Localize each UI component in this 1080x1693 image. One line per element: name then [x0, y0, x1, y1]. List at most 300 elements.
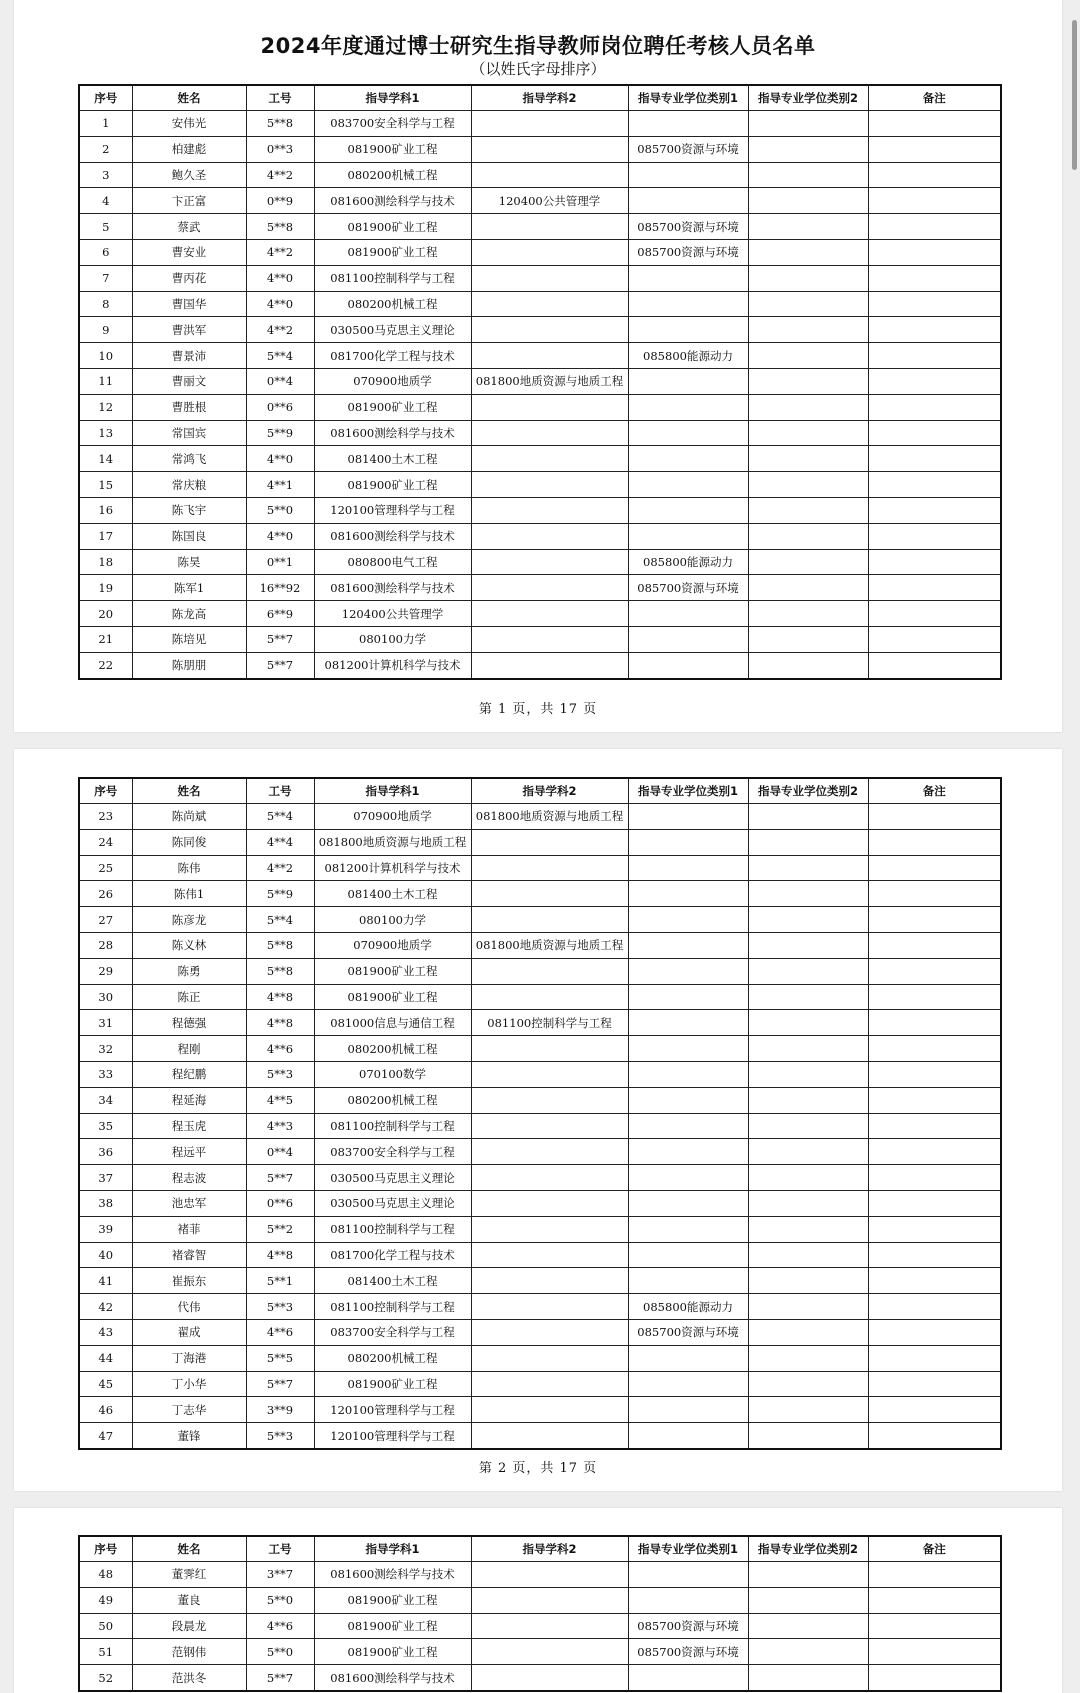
cell-col-degree-category-1: [628, 855, 748, 881]
cell-col-degree-category-1: 085700资源与环境: [628, 136, 748, 162]
cell-col-degree-category-1: 085800能源动力: [628, 1294, 748, 1320]
cell-col-staff-id: 4**0: [246, 523, 314, 549]
cell-col-discipline-2: [471, 984, 628, 1010]
cell-col-degree-category-2: [748, 626, 868, 652]
cell-col-discipline-1: 081700化学工程与技术: [314, 343, 471, 369]
cell-col-degree-category-1: [628, 1665, 748, 1691]
table-row: [79, 601, 1001, 627]
cell-col-remarks: [868, 1061, 1001, 1087]
cell-col-index: 28: [79, 932, 132, 958]
table-row: [79, 881, 1001, 907]
cell-col-staff-id: 5**0: [246, 1587, 314, 1613]
cell-col-index: 8: [79, 291, 132, 317]
cell-col-remarks: [868, 1423, 1001, 1449]
cell-col-discipline-2: [471, 472, 628, 498]
cell-col-name: 柏建彪: [132, 136, 246, 162]
cell-col-discipline-1: 081600测绘科学与技术: [314, 523, 471, 549]
table-row: [79, 188, 1001, 214]
cell-col-discipline-1: 120100管理科学与工程: [314, 497, 471, 523]
cell-col-discipline-2: [471, 1036, 628, 1062]
scrollbar-thumb[interactable]: [1072, 20, 1077, 170]
cell-col-degree-category-1: [628, 829, 748, 855]
cell-col-discipline-2: [471, 1139, 628, 1165]
cell-col-discipline-1: 081900矿业工程: [314, 239, 471, 265]
table-row: [79, 265, 1001, 291]
cell-col-index: 37: [79, 1165, 132, 1191]
cell-col-name: 段晨龙: [132, 1613, 246, 1639]
cell-col-discipline-1: 080200机械工程: [314, 1036, 471, 1062]
table-row: [79, 1036, 1001, 1062]
table-row: [79, 1087, 1001, 1113]
cell-col-discipline-1: 081100控制科学与工程: [314, 1216, 471, 1242]
table-row: [79, 497, 1001, 523]
table-row: [79, 932, 1001, 958]
cell-col-remarks: [868, 162, 1001, 188]
cell-col-name: 陈龙高: [132, 601, 246, 627]
cell-col-degree-category-1: [628, 1216, 748, 1242]
cell-col-degree-category-2: [748, 1061, 868, 1087]
table-row: [79, 111, 1001, 137]
cell-col-degree-category-2: [748, 1613, 868, 1639]
cell-col-staff-id: 4**8: [246, 1242, 314, 1268]
cell-col-name: 崔振东: [132, 1268, 246, 1294]
cell-col-index: 29: [79, 958, 132, 984]
cell-col-index: 11: [79, 368, 132, 394]
cell-col-discipline-2: [471, 1113, 628, 1139]
cell-col-discipline-1: 083700安全科学与工程: [314, 1139, 471, 1165]
cell-col-discipline-2: [471, 1562, 628, 1588]
header-col-degree-category-2: 指导专业学位类别2: [748, 778, 868, 804]
cell-col-discipline-2: [471, 265, 628, 291]
table-row: [79, 1371, 1001, 1397]
cell-col-index: 47: [79, 1423, 132, 1449]
cell-col-name: 丁小华: [132, 1371, 246, 1397]
table-row: [79, 575, 1001, 601]
cell-col-discipline-1: 081200计算机科学与技术: [314, 855, 471, 881]
header-col-degree-category-1: 指导专业学位类别1: [628, 85, 748, 111]
cell-col-index: 22: [79, 652, 132, 678]
cell-col-degree-category-2: [748, 652, 868, 678]
cell-col-discipline-1: 081900矿业工程: [314, 984, 471, 1010]
cell-col-remarks: [868, 420, 1001, 446]
cell-col-index: 25: [79, 855, 132, 881]
cell-col-staff-id: 0**3: [246, 136, 314, 162]
cell-col-discipline-1: 070100数学: [314, 1061, 471, 1087]
cell-col-discipline-2: [471, 1294, 628, 1320]
table-row: [79, 984, 1001, 1010]
document-page-3: [14, 1508, 1062, 1693]
cell-col-index: 45: [79, 1371, 132, 1397]
cell-col-degree-category-1: 085700资源与环境: [628, 1319, 748, 1345]
cell-col-degree-category-1: 085700资源与环境: [628, 575, 748, 601]
cell-col-name: 陈伟: [132, 855, 246, 881]
cell-col-discipline-2: [471, 958, 628, 984]
header-col-name: 姓名: [132, 85, 246, 111]
cell-col-discipline-1: 120400公共管理学: [314, 601, 471, 627]
cell-col-index: 39: [79, 1216, 132, 1242]
cell-col-name: 曹安业: [132, 239, 246, 265]
cell-col-remarks: [868, 497, 1001, 523]
cell-col-index: 36: [79, 1139, 132, 1165]
cell-col-degree-category-1: [628, 317, 748, 343]
header-col-staff-id: 工号: [246, 85, 314, 111]
cell-col-degree-category-1: [628, 188, 748, 214]
cell-col-discipline-1: 081100控制科学与工程: [314, 1113, 471, 1139]
table-row: [79, 162, 1001, 188]
cell-col-degree-category-2: [748, 291, 868, 317]
cell-col-discipline-2: [471, 575, 628, 601]
cell-col-discipline-1: 070900地质学: [314, 932, 471, 958]
cell-col-discipline-2: [471, 1190, 628, 1216]
cell-col-remarks: [868, 188, 1001, 214]
cell-col-discipline-2: [471, 1423, 628, 1449]
table-row: [79, 1613, 1001, 1639]
cell-col-discipline-2: [471, 523, 628, 549]
cell-col-degree-category-2: [748, 188, 868, 214]
cell-col-staff-id: 6**9: [246, 601, 314, 627]
cell-col-degree-category-1: 085700资源与环境: [628, 239, 748, 265]
cell-col-degree-category-2: [748, 1010, 868, 1036]
table-row: [79, 1242, 1001, 1268]
cell-col-degree-category-2: [748, 1139, 868, 1165]
cell-col-index: 40: [79, 1242, 132, 1268]
table-row: [79, 958, 1001, 984]
cell-col-name: 陈同俊: [132, 829, 246, 855]
cell-col-remarks: [868, 214, 1001, 240]
table-row: [79, 523, 1001, 549]
cell-col-index: 7: [79, 265, 132, 291]
cell-col-name: 程纪鹏: [132, 1061, 246, 1087]
cell-col-discipline-2: [471, 394, 628, 420]
cell-col-discipline-1: 081100控制科学与工程: [314, 1294, 471, 1320]
cell-col-discipline-1: 081600测绘科学与技术: [314, 188, 471, 214]
cell-col-name: 陈正: [132, 984, 246, 1010]
cell-col-discipline-1: 080200机械工程: [314, 162, 471, 188]
cell-col-name: 陈培见: [132, 626, 246, 652]
table-row: [79, 626, 1001, 652]
cell-col-remarks: [868, 881, 1001, 907]
cell-col-remarks: [868, 549, 1001, 575]
cell-col-degree-category-2: [748, 1371, 868, 1397]
table-row: [79, 1639, 1001, 1665]
cell-col-degree-category-2: [748, 472, 868, 498]
cell-col-name: 陈朋朋: [132, 652, 246, 678]
cell-col-index: 2: [79, 136, 132, 162]
cell-col-discipline-2: [471, 1216, 628, 1242]
cell-col-staff-id: 5**3: [246, 1423, 314, 1449]
cell-col-discipline-2: [471, 239, 628, 265]
cell-col-discipline-2: [471, 317, 628, 343]
cell-col-discipline-1: 070900地质学: [314, 368, 471, 394]
cell-col-remarks: [868, 343, 1001, 369]
cell-col-index: 46: [79, 1397, 132, 1423]
cell-col-index: 5: [79, 214, 132, 240]
cell-col-remarks: [868, 239, 1001, 265]
cell-col-name: 卞正富: [132, 188, 246, 214]
table-row: [79, 446, 1001, 472]
cell-col-remarks: [868, 1294, 1001, 1320]
cell-col-degree-category-2: [748, 446, 868, 472]
cell-col-degree-category-2: [748, 1087, 868, 1113]
cell-col-remarks: [868, 136, 1001, 162]
table-row: [79, 472, 1001, 498]
cell-col-name: 范洪冬: [132, 1665, 246, 1691]
cell-col-degree-category-1: [628, 1587, 748, 1613]
cell-col-remarks: [868, 265, 1001, 291]
cell-col-degree-category-1: [628, 1562, 748, 1588]
cell-col-discipline-2: [471, 1087, 628, 1113]
cell-col-discipline-2: [471, 446, 628, 472]
cell-col-index: 24: [79, 829, 132, 855]
cell-col-discipline-1: 081900矿业工程: [314, 214, 471, 240]
cell-col-staff-id: 0**6: [246, 394, 314, 420]
cell-col-index: 17: [79, 523, 132, 549]
cell-col-name: 程远平: [132, 1139, 246, 1165]
table-row: [79, 1319, 1001, 1345]
cell-col-name: 鲍久圣: [132, 162, 246, 188]
cell-col-degree-category-2: [748, 111, 868, 137]
cell-col-degree-category-1: 085700资源与环境: [628, 1613, 748, 1639]
cell-col-remarks: [868, 1345, 1001, 1371]
cell-col-remarks: [868, 1087, 1001, 1113]
cell-col-name: 褚菲: [132, 1216, 246, 1242]
cell-col-name: 陈军1: [132, 575, 246, 601]
cell-col-index: 3: [79, 162, 132, 188]
cell-col-degree-category-2: [748, 368, 868, 394]
cell-col-remarks: [868, 317, 1001, 343]
cell-col-index: 42: [79, 1294, 132, 1320]
cell-col-degree-category-1: [628, 1113, 748, 1139]
cell-col-discipline-1: 081700化学工程与技术: [314, 1242, 471, 1268]
document-subtitle: （以姓氏字母排序）: [470, 60, 606, 78]
cell-col-discipline-1: 081600测绘科学与技术: [314, 1562, 471, 1588]
cell-col-index: 35: [79, 1113, 132, 1139]
table-row: [79, 1190, 1001, 1216]
cell-col-remarks: [868, 1613, 1001, 1639]
cell-col-discipline-2: 081800地质资源与地质工程: [471, 804, 628, 830]
cell-col-degree-category-2: [748, 1562, 868, 1588]
table-row: [79, 1397, 1001, 1423]
cell-col-degree-category-1: [628, 652, 748, 678]
cell-col-degree-category-1: [628, 1087, 748, 1113]
cell-col-degree-category-2: [748, 804, 868, 830]
cell-col-name: 董锋: [132, 1423, 246, 1449]
cell-col-name: 常鸿飞: [132, 446, 246, 472]
cell-col-degree-category-2: [748, 907, 868, 933]
cell-col-staff-id: 5**9: [246, 881, 314, 907]
page-footer: 第 2 页，共 17 页: [478, 1461, 598, 1476]
cell-col-remarks: [868, 1010, 1001, 1036]
cell-col-remarks: [868, 601, 1001, 627]
cell-col-remarks: [868, 1587, 1001, 1613]
cell-col-degree-category-2: [748, 1423, 868, 1449]
cell-col-index: 49: [79, 1587, 132, 1613]
cell-col-index: 18: [79, 549, 132, 575]
cell-col-degree-category-2: [748, 1216, 868, 1242]
cell-col-degree-category-1: [628, 1345, 748, 1371]
table-row: [79, 804, 1001, 830]
cell-col-degree-category-1: [628, 601, 748, 627]
cell-col-name: 程志波: [132, 1165, 246, 1191]
table-row: [79, 1139, 1001, 1165]
cell-col-discipline-1: 080100力学: [314, 907, 471, 933]
cell-col-discipline-2: [471, 1587, 628, 1613]
cell-col-degree-category-2: [748, 1190, 868, 1216]
cell-col-degree-category-1: [628, 394, 748, 420]
table-row: [79, 291, 1001, 317]
table-row: [79, 136, 1001, 162]
cell-col-degree-category-1: [628, 420, 748, 446]
cell-col-name: 常庆粮: [132, 472, 246, 498]
table-row: [79, 1165, 1001, 1191]
cell-col-degree-category-2: [748, 829, 868, 855]
cell-col-staff-id: 0**1: [246, 549, 314, 575]
cell-col-discipline-2: [471, 1268, 628, 1294]
cell-col-discipline-2: [471, 1371, 628, 1397]
header-col-degree-category-1: 指导专业学位类别1: [628, 778, 748, 804]
cell-col-discipline-1: 030500马克思主义理论: [314, 317, 471, 343]
roster-table: [78, 84, 1002, 680]
header-col-name: 姓名: [132, 1536, 246, 1562]
cell-col-discipline-2: [471, 162, 628, 188]
header-col-name: 姓名: [132, 778, 246, 804]
cell-col-staff-id: 5**7: [246, 652, 314, 678]
cell-col-staff-id: 4**6: [246, 1319, 314, 1345]
cell-col-staff-id: 5**0: [246, 1639, 314, 1665]
table-row: [79, 239, 1001, 265]
cell-col-discipline-2: [471, 1345, 628, 1371]
table-row: [79, 1216, 1001, 1242]
cell-col-remarks: [868, 1242, 1001, 1268]
cell-col-degree-category-2: [748, 932, 868, 958]
roster-table: [78, 1535, 1002, 1692]
cell-col-index: 50: [79, 1613, 132, 1639]
cell-col-discipline-2: [471, 1061, 628, 1087]
table-row: [79, 1010, 1001, 1036]
table-header-row: [79, 1536, 1001, 1562]
cell-col-degree-category-2: [748, 265, 868, 291]
cell-col-remarks: [868, 958, 1001, 984]
header-col-discipline-1: 指导学科1: [314, 778, 471, 804]
header-col-discipline-1: 指导学科1: [314, 1536, 471, 1562]
cell-col-name: 程刚: [132, 1036, 246, 1062]
cell-col-discipline-2: [471, 497, 628, 523]
cell-col-remarks: [868, 1190, 1001, 1216]
cell-col-staff-id: 4**6: [246, 1036, 314, 1062]
cell-col-degree-category-2: [748, 523, 868, 549]
cell-col-discipline-2: [471, 136, 628, 162]
cell-col-degree-category-2: [748, 162, 868, 188]
header-col-staff-id: 工号: [246, 1536, 314, 1562]
cell-col-name: 程玉虎: [132, 1113, 246, 1139]
cell-col-name: 程延海: [132, 1087, 246, 1113]
cell-col-degree-category-2: [748, 1294, 868, 1320]
document-title: 2024年度通过博士研究生指导教师岗位聘任考核人员名单: [260, 34, 816, 58]
cell-col-name: 代伟: [132, 1294, 246, 1320]
cell-col-degree-category-2: [748, 549, 868, 575]
table-row: [79, 343, 1001, 369]
cell-col-index: 21: [79, 626, 132, 652]
cell-col-remarks: [868, 291, 1001, 317]
cell-col-degree-category-1: 085700资源与环境: [628, 214, 748, 240]
header-col-index: 序号: [79, 778, 132, 804]
cell-col-name: 丁海港: [132, 1345, 246, 1371]
table-row: [79, 368, 1001, 394]
header-col-degree-category-2: 指导专业学位类别2: [748, 1536, 868, 1562]
cell-col-staff-id: 4**8: [246, 1010, 314, 1036]
cell-col-discipline-2: [471, 214, 628, 240]
cell-col-degree-category-1: [628, 291, 748, 317]
cell-col-index: 15: [79, 472, 132, 498]
cell-col-discipline-1: 030500马克思主义理论: [314, 1190, 471, 1216]
cell-col-degree-category-2: [748, 1345, 868, 1371]
cell-col-degree-category-2: [748, 317, 868, 343]
cell-col-discipline-1: 081600测绘科学与技术: [314, 575, 471, 601]
cell-col-discipline-2: [471, 829, 628, 855]
cell-col-discipline-2: [471, 1319, 628, 1345]
cell-col-staff-id: 16**92: [246, 575, 314, 601]
cell-col-discipline-1: 081200计算机科学与技术: [314, 652, 471, 678]
cell-col-name: 褚睿智: [132, 1242, 246, 1268]
page-footer: 第 1 页，共 17 页: [478, 702, 598, 717]
cell-col-degree-category-1: 085800能源动力: [628, 549, 748, 575]
cell-col-degree-category-2: [748, 575, 868, 601]
table-row: [79, 1294, 1001, 1320]
cell-col-discipline-2: [471, 601, 628, 627]
cell-col-discipline-1: 081100控制科学与工程: [314, 265, 471, 291]
cell-col-index: 51: [79, 1639, 132, 1665]
cell-col-degree-category-1: [628, 1242, 748, 1268]
cell-col-name: 曹胜根: [132, 394, 246, 420]
cell-col-name: 陈飞宇: [132, 497, 246, 523]
header-col-index: 序号: [79, 85, 132, 111]
cell-col-remarks: [868, 626, 1001, 652]
cell-col-discipline-2: [471, 855, 628, 881]
cell-col-degree-category-1: [628, 1371, 748, 1397]
cell-col-discipline-2: [471, 881, 628, 907]
cell-col-staff-id: 4**0: [246, 446, 314, 472]
header-col-remarks: 备注: [868, 778, 1001, 804]
cell-col-remarks: [868, 1665, 1001, 1691]
cell-col-index: 30: [79, 984, 132, 1010]
cell-col-staff-id: 5**4: [246, 907, 314, 933]
cell-col-remarks: [868, 1371, 1001, 1397]
cell-col-remarks: [868, 472, 1001, 498]
cell-col-remarks: [868, 932, 1001, 958]
cell-col-staff-id: 5**1: [246, 1268, 314, 1294]
cell-col-remarks: [868, 523, 1001, 549]
cell-col-index: 32: [79, 1036, 132, 1062]
cell-col-discipline-2: [471, 549, 628, 575]
cell-col-remarks: [868, 1639, 1001, 1665]
table-row: [79, 1061, 1001, 1087]
cell-col-staff-id: 4**0: [246, 265, 314, 291]
cell-col-staff-id: 4**4: [246, 829, 314, 855]
cell-col-discipline-2: [471, 1639, 628, 1665]
cell-col-staff-id: 5**7: [246, 626, 314, 652]
cell-col-index: 12: [79, 394, 132, 420]
cell-col-remarks: [868, 394, 1001, 420]
header-col-index: 序号: [79, 1536, 132, 1562]
cell-col-degree-category-1: [628, 1423, 748, 1449]
cell-col-staff-id: 4**2: [246, 317, 314, 343]
cell-col-degree-category-1: [628, 265, 748, 291]
cell-col-discipline-2: [471, 1665, 628, 1691]
cell-col-index: 6: [79, 239, 132, 265]
cell-col-discipline-2: [471, 1242, 628, 1268]
cell-col-degree-category-2: [748, 214, 868, 240]
cell-col-degree-category-2: [748, 136, 868, 162]
